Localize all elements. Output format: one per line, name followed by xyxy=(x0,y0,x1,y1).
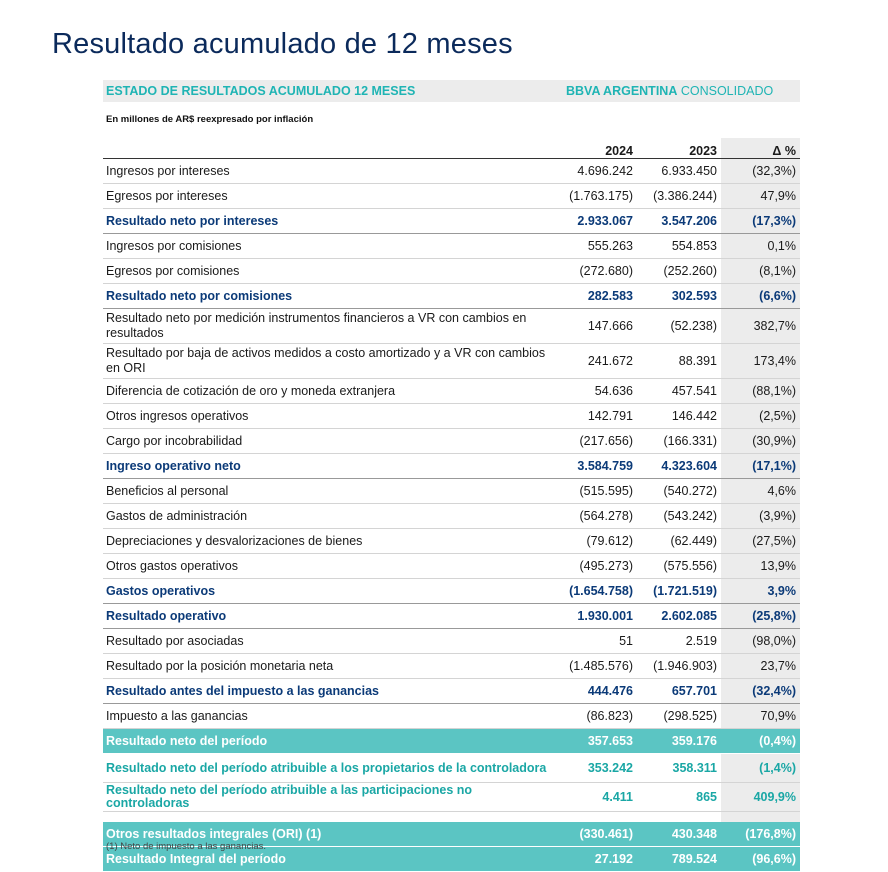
row-label: Resultado neto por comisiones xyxy=(103,284,554,309)
row-label: Resultado por baja de activos medidos a costo amortizado y a VR con cambios en ORI xyxy=(103,344,554,379)
value-2024: (1.654.758) xyxy=(554,579,637,604)
row-label: Diferencia de cotización de oro y moneda extranjera xyxy=(103,379,554,404)
row-label: Depreciaciones y desvalorizaciones de bienes xyxy=(103,529,554,554)
value-2023: (575.556) xyxy=(637,554,721,579)
table-row xyxy=(103,404,800,429)
row-label: Otros ingresos operativos xyxy=(103,404,554,429)
value-2024: (79.612) xyxy=(554,529,637,554)
row-label: Gastos operativos xyxy=(103,579,554,604)
attribution-row xyxy=(103,783,800,812)
value-2023: 657.701 xyxy=(637,679,721,704)
row-label: Beneficios al personal xyxy=(103,479,554,504)
table-row xyxy=(103,184,800,209)
value-2023: 146.442 xyxy=(637,404,721,429)
spacer-row xyxy=(103,812,800,823)
table-row xyxy=(103,309,800,344)
table-row xyxy=(103,479,800,504)
value-2024: (217.656) xyxy=(554,429,637,454)
row-label: Egresos por intereses xyxy=(103,184,554,209)
table-row xyxy=(103,529,800,554)
banner-title: ESTADO DE RESULTADOS ACUMULADO 12 MESES xyxy=(106,84,416,98)
value-2023: 6.933.450 xyxy=(637,159,721,184)
value-2024: (564.278) xyxy=(554,504,637,529)
row-label: Ingresos por intereses xyxy=(103,159,554,184)
footnote: (1) Neto de impuesto a las ganancias. xyxy=(106,841,267,852)
value-delta: (2,5%) xyxy=(721,404,800,429)
statement-banner xyxy=(103,80,800,102)
banner-entity xyxy=(566,84,773,98)
table-row xyxy=(103,379,800,404)
unit-note: En millones de AR$ reexpresado por inflación xyxy=(106,114,314,125)
value-delta: 3,9% xyxy=(721,579,800,604)
value-delta: 409,9% xyxy=(721,783,800,812)
row-label: Resultado neto del período atribuible a las participaciones no controladoras xyxy=(103,783,554,812)
value-2023: 88.391 xyxy=(637,344,721,379)
table-row xyxy=(103,159,800,184)
row-label: Resultado Integral del período xyxy=(103,847,554,872)
income-statement-table xyxy=(103,140,800,872)
value-2023: 554.853 xyxy=(637,234,721,259)
value-2023: (166.331) xyxy=(637,429,721,454)
value-2023: 457.541 xyxy=(637,379,721,404)
row-label: Resultado neto del período xyxy=(103,729,554,754)
value-delta: (8,1%) xyxy=(721,259,800,284)
value-delta: (25,8%) xyxy=(721,604,800,629)
value-2024: 241.672 xyxy=(554,344,637,379)
value-delta: (32,3%) xyxy=(721,159,800,184)
value-delta: (3,9%) xyxy=(721,504,800,529)
total-row xyxy=(103,729,800,754)
value-delta: 23,7% xyxy=(721,654,800,679)
value-2023: (1.721.519) xyxy=(637,579,721,604)
value-delta: 173,4% xyxy=(721,344,800,379)
value-delta: (17,3%) xyxy=(721,209,800,234)
value-delta: (176,8%) xyxy=(721,822,800,847)
subtotal-row xyxy=(103,679,800,704)
row-label: Resultado operativo xyxy=(103,604,554,629)
attribution-row xyxy=(103,754,800,783)
row-label: Resultado por la posición monetaria neta xyxy=(103,654,554,679)
value-2024: 4.411 xyxy=(554,783,637,812)
value-delta: (96,6%) xyxy=(721,847,800,872)
header-label xyxy=(103,140,554,159)
table-row xyxy=(103,259,800,284)
row-label: Resultado neto por intereses xyxy=(103,209,554,234)
value-2024: 353.242 xyxy=(554,754,637,783)
value-2023: (1.946.903) xyxy=(637,654,721,679)
table-row xyxy=(103,554,800,579)
value-2023: 2.519 xyxy=(637,629,721,654)
value-delta: (17,1%) xyxy=(721,454,800,479)
value-2024: 27.192 xyxy=(554,847,637,872)
table-row xyxy=(103,704,800,729)
header-2023: 2023 xyxy=(637,140,721,159)
row-label: Resultado neto por medición instrumentos financieros a VR con cambios en resultados xyxy=(103,309,554,344)
subtotal-row xyxy=(103,454,800,479)
table-row xyxy=(103,629,800,654)
subtotal-row xyxy=(103,284,800,309)
value-2024: (1.763.175) xyxy=(554,184,637,209)
value-delta: (32,4%) xyxy=(721,679,800,704)
value-delta: (6,6%) xyxy=(721,284,800,309)
value-2024: 444.476 xyxy=(554,679,637,704)
row-label: Resultado neto del período atribuible a los propietarios de la controladora xyxy=(103,754,554,783)
value-2023: (298.525) xyxy=(637,704,721,729)
value-2024: (272.680) xyxy=(554,259,637,284)
value-delta: (98,0%) xyxy=(721,629,800,654)
value-2024: 4.696.242 xyxy=(554,159,637,184)
value-delta: 4,6% xyxy=(721,479,800,504)
table-row xyxy=(103,504,800,529)
value-2023: 359.176 xyxy=(637,729,721,754)
value-2023: 358.311 xyxy=(637,754,721,783)
value-delta: (88,1%) xyxy=(721,379,800,404)
value-2024: (330.461) xyxy=(554,822,637,847)
value-2024: 3.584.759 xyxy=(554,454,637,479)
value-2023: (52.238) xyxy=(637,309,721,344)
row-label: Impuesto a las ganancias xyxy=(103,704,554,729)
value-2023: 2.602.085 xyxy=(637,604,721,629)
value-2023: (3.386.244) xyxy=(637,184,721,209)
value-2024: 54.636 xyxy=(554,379,637,404)
value-delta: 13,9% xyxy=(721,554,800,579)
row-label: Resultado por asociadas xyxy=(103,629,554,654)
value-2024: 2.933.067 xyxy=(554,209,637,234)
row-label: Otros resultados integrales (ORI) (1) xyxy=(103,822,554,847)
value-2024: (495.273) xyxy=(554,554,637,579)
table-row xyxy=(103,429,800,454)
value-2024: 1.930.001 xyxy=(554,604,637,629)
value-2023: (62.449) xyxy=(637,529,721,554)
value-2024: 282.583 xyxy=(554,284,637,309)
value-2023: (543.242) xyxy=(637,504,721,529)
value-2024: (1.485.576) xyxy=(554,654,637,679)
value-2024: 555.263 xyxy=(554,234,637,259)
value-2023: 789.524 xyxy=(637,847,721,872)
value-delta: 47,9% xyxy=(721,184,800,209)
value-2023: 4.323.604 xyxy=(637,454,721,479)
entity-scope: CONSOLIDADO xyxy=(680,84,774,98)
header-delta: Δ % xyxy=(721,140,800,159)
subtotal-row xyxy=(103,209,800,234)
value-2024: 357.653 xyxy=(554,729,637,754)
value-2024: 51 xyxy=(554,629,637,654)
value-2024: 142.791 xyxy=(554,404,637,429)
value-2024: (515.595) xyxy=(554,479,637,504)
value-2023: 302.593 xyxy=(637,284,721,309)
value-delta: (30,9%) xyxy=(721,429,800,454)
row-label: Gastos de administración xyxy=(103,504,554,529)
table-row xyxy=(103,234,800,259)
entity-name: BBVA ARGENTINA xyxy=(566,84,678,98)
row-label: Ingreso operativo neto xyxy=(103,454,554,479)
value-delta: (0,4%) xyxy=(721,729,800,754)
table-row xyxy=(103,654,800,679)
row-label: Egresos por comisiones xyxy=(103,259,554,284)
value-2023: 3.547.206 xyxy=(637,209,721,234)
value-delta: 382,7% xyxy=(721,309,800,344)
value-delta: (1,4%) xyxy=(721,754,800,783)
page-title: Resultado acumulado de 12 meses xyxy=(52,28,513,60)
row-label: Resultado antes del impuesto a las ganancias xyxy=(103,679,554,704)
value-2023: 430.348 xyxy=(637,822,721,847)
value-2024: (86.823) xyxy=(554,704,637,729)
row-label: Otros gastos operativos xyxy=(103,554,554,579)
value-delta: (27,5%) xyxy=(721,529,800,554)
table-header-row xyxy=(103,140,800,159)
value-2023: (540.272) xyxy=(637,479,721,504)
value-2023: 865 xyxy=(637,783,721,812)
subtotal-row xyxy=(103,579,800,604)
value-delta: 0,1% xyxy=(721,234,800,259)
row-label: Ingresos por comisiones xyxy=(103,234,554,259)
row-label: Cargo por incobrabilidad xyxy=(103,429,554,454)
value-2023: (252.260) xyxy=(637,259,721,284)
value-delta: 70,9% xyxy=(721,704,800,729)
subtotal-row xyxy=(103,604,800,629)
table-row xyxy=(103,344,800,379)
value-2024: 147.666 xyxy=(554,309,637,344)
header-2024: 2024 xyxy=(554,140,637,159)
